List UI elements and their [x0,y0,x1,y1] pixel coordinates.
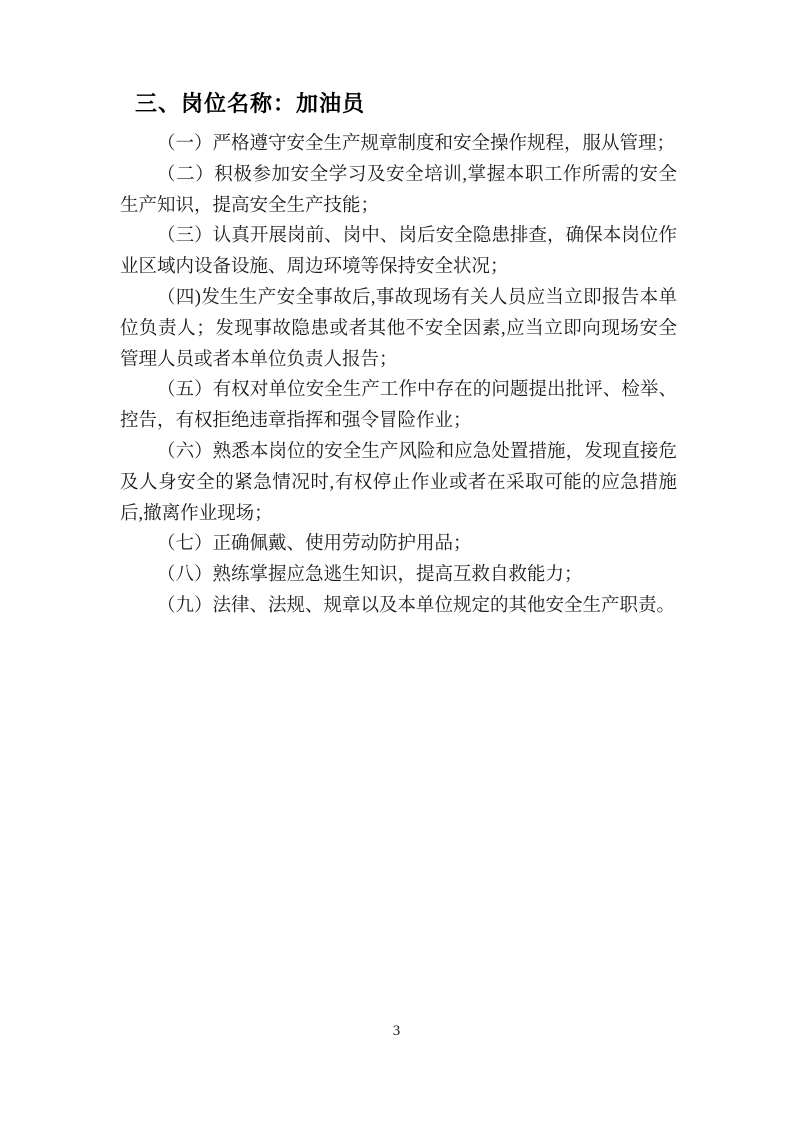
duty-item-7: （七）正确佩戴、使用劳动防护用品； [157,534,472,555]
duty-item-4: （四)发生生产安全事故后,事故现场有关人员应当立即报告本单位负责人；发现事故隐患或者其他不安全因素,应当立即向现场安全管理人员或者本单位负责人报告； [120,287,677,370]
duty-item-2: （二）积极参加安全学习及安全培训,掌握本职工作所需的安全生产知识，提高安全生产技能； [120,164,677,216]
duty-item-5: （五）有权对单位安全生产工作中存在的问题提出批评、检举、控告，有权拒绝违章指挥和强令冒险作业； [120,380,677,432]
document-body [120,88,677,622]
duty-item-3: （三）认真开展岗前、岗中、岗后安全隐患排查，确保本岗位作业区域内设备设施、周边环境等保持安全状况； [120,226,677,278]
duty-item-1: （一）严格遵守安全生产规章制度和安全操作规程，服从管理； [157,134,676,154]
page-number: 3 [392,1023,401,1039]
duty-item-8: （八）熟练掌握应急逃生知识，提高互救自救能力； [157,565,583,586]
duty-item-9: （九）法律、法规、规章以及本单位规定的其他安全生产职责。 [157,595,676,616]
duty-item-6: （六）熟悉本岗位的安全生产风险和应急处置措施，发现直接危及人身安全的紧急情况时,有权停止作业或者在采取可能的应急措施后,撤离作业现场； [120,441,677,524]
section-heading: 三、岗位名称：加油员 [135,91,366,116]
